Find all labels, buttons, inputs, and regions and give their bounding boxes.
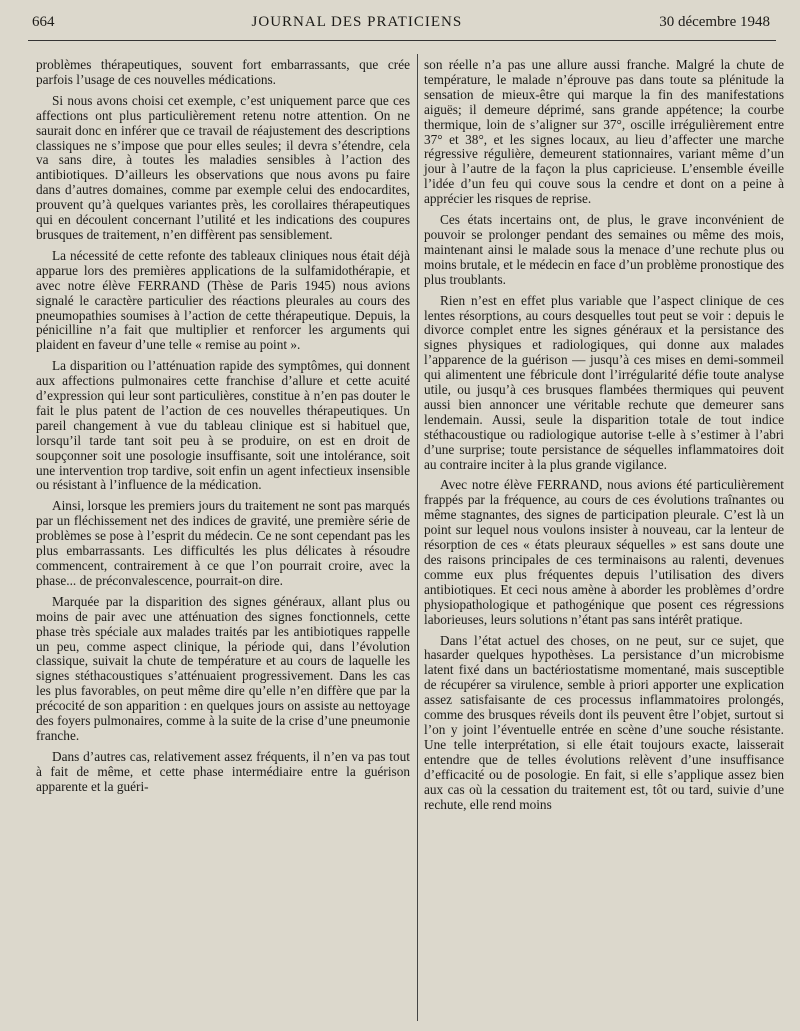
paragraph: Avec notre élève FERRAND, nous avions été particulièrement frappés par la fréquence, au cours de ces évolutions traînantes ou même stagnantes, des signes de participation pleurale. C’est là un point sur lequel nous voulons insister à nouveau, car la lenteur de résorption de ces « états pleuraux séquelles » est sans doute une des raisons principales de ces terminaisons au ralenti, devenues comme eux plus fréquentes depuis l’utilisation des divers antibiotiques. Et ceci nous amène à aborder les problèmes d’ordre physiopathologique et pathogénique que posent ces régressions laborieuses, leurs solutions n’étant pas sans intérêt pratique. [424, 477, 784, 627]
column-divider [417, 54, 418, 1021]
paragraph: Dans l’état actuel des choses, on ne peut, sur ce sujet, que hasarder quelques hypothèses. La persistance d’un microbisme latent fixé dans un bactériostatisme momentané, mais susceptible de récupérer sa virulence, semble à priori apporter une explication assez satisfaisante de ces processus inflammatoires prolongés, comme des brusques réveils dont ils peuvent être l’objet, surtout si l’on y joint l’éventuelle entrée en scène d’une souche résistante. Une telle interprétation, si elle était toujours exacte, laisserait entendre que de telles évolutions relèvent d’une insuffisance d’efficacité ou de posologie. En fait, si elle s’applique assez bien aux cas où la cessation du traitement est, tôt ou tard, suivie d’une rechute, elle rend moins [424, 632, 784, 812]
paragraph: son réelle n’a pas une allure aussi franche. Malgré la chute de température, le malade n’éprouve pas dans toute sa plénitude la sensation de mieux-être qui marque la fin des manifestations aiguës; il demeure déprimé, sans grande appétence; la courbe thermique, loin de s’aligner sur 37°, oscille irrégulièrement entre 37° et 38°, et les signes locaux, au lieu d’affecter une marche régressive régulière, demeurent stationnaires, variant même d’un jour à l’autre de la façon la plus capricieuse. L’ensemble éveille l’idée d’un feu qui couve sous la cendre et dont on a peine à apprécier les risques de reprise. [424, 57, 784, 207]
paragraph: La nécessité de cette refonte des tableaux cliniques nous était déjà apparue lors des premières applications de la sulfamidothérapie, et avec notre élève FERRAND (Thèse de Paris 1945) nous avions signalé le caractère particulier des réactions pleurales au cours des pneumopathies soumises à l’action de cette thérapeutique. Depuis, la pénicilline n’a fait que multiplier et renforcer les arguments qui plaident en faveur d’une telle « remise au point ». [36, 247, 410, 353]
issue-date: 30 décembre 1948 [659, 14, 770, 30]
right-column [424, 58, 784, 818]
page-header [32, 14, 770, 36]
journal-title: JOURNAL DES PRATICIENS [251, 14, 463, 30]
left-column [36, 58, 410, 801]
paragraph: problèmes thérapeutiques, souvent fort embarrassants, que crée parfois l’usage de ces nouvelles médications. [36, 57, 410, 87]
header-rule [28, 40, 776, 41]
paragraph: Dans d’autres cas, relativement assez fréquents, il n’en va pas tout à fait de même, et cette phase intermédiaire entre la guérison apparente et la guéri- [36, 748, 410, 794]
paragraph: La disparition ou l’atténuation rapide des symptômes, qui donnent aux affections pulmonaires cette franchise d’allure et cette acuité d’expression qui leur sont particulières, constitue à n’en pas douter le fait le plus patent de l’action de ces nouvelles thérapeutiques. Un pareil changement à vue du tableau clinique est si habituel que, lorsqu’il tarde tant soit peu à se produire, on est en droit de soupçonner soit une posologie insuffisante, soit une intolérance, soit une intervention trop tardive, soit enfin un agent infectieux insensible ou résistant à l’influence de la médication. [36, 358, 410, 493]
paragraph: Rien n’est en effet plus variable que l’aspect clinique de ces lentes résorptions, au cours desquelles tout peut se voir : depuis le divorce complet entre les signes généraux et la persistance des signes physiques et radiologiques, qui donne aux malades l’apparence de la guérison — jusqu’à ces mises en demi-sommeil qui alimentent une fébricule dont l’irrégularité défie toute analyse utile, ou jusqu’à ces brusques flambées thermiques qui peuvent aussi bien annoncer une véritable rechute que demeurer sans lendemain. Aussi, seule la disparition totale de tout indice stéthacoustique ou radiologique autorise t-elle à s’estimer à l’abri d’une surprise; toute persistance de séquelles inflammatoires doit au contraire inciter à la plus grande vigilance. [424, 292, 784, 472]
paragraph: Si nous avons choisi cet exemple, c’est uniquement parce que ces affections ont plus particulièrement retenu notre attention. On ne saurait donc en inférer que ce travail de réajustement des descriptions classiques ne s’impose que pour elles seules; il devra s’étendre, cela va sans dire, à toutes les maladies sensibles à l’action des antibiotiques. D’ailleurs les observations que nous avons pu faire dans d’autres domaines, comme par exemple celui des endocardites, prouvent qu’à quelques variantes près, les corollaires thérapeutiques qui en découlent concernant l’utilité et les indications des coupures brusques de traitement, n’en diffèrent pas sensiblement. [36, 92, 410, 242]
paragraph: Ainsi, lorsque les premiers jours du traitement ne sont pas marqués par un fléchissement net des indices de gravité, une première série de problèmes se pose à l’esprit du médecin. Ce ne sont cependant pas les plus embarrassants. Les difficultés les plus délicates à résoudre commencent, contrairement à ce que l’on pourrait croire, avec la phase... de préconvalescence, pourrait-on dire. [36, 498, 410, 588]
paragraph: Marquée par la disparition des signes généraux, allant plus ou moins de pair avec une atténuation des signes fonctionnels, cette phase très spéciale aux malades traités par les antibiotiques rappelle un peu, comme aspect clinique, la période qui, dans l’évolution classique, suivait la chute de température et au cours de laquelle les signes stéthacoustiques s’atténuaient progressivement. Dans les cas les plus favorables, on peut même dire qu’elle n’en diffère que par la précocité de son apparition : en quelques jours on assiste au nettoyage des foyers pulmonaires, comme à la suite de la crise d’une pneumonie franche. [36, 593, 410, 743]
page-number: 664 [32, 14, 55, 30]
paragraph: Ces états incertains ont, de plus, le grave inconvénient de pouvoir se prolonger pendant des semaines ou même des mois, maintenant ainsi le malade sous la menace d’une rechute plus ou moins brutale, et le médecin en face d’un problème pronostique des plus troublants. [424, 212, 785, 287]
